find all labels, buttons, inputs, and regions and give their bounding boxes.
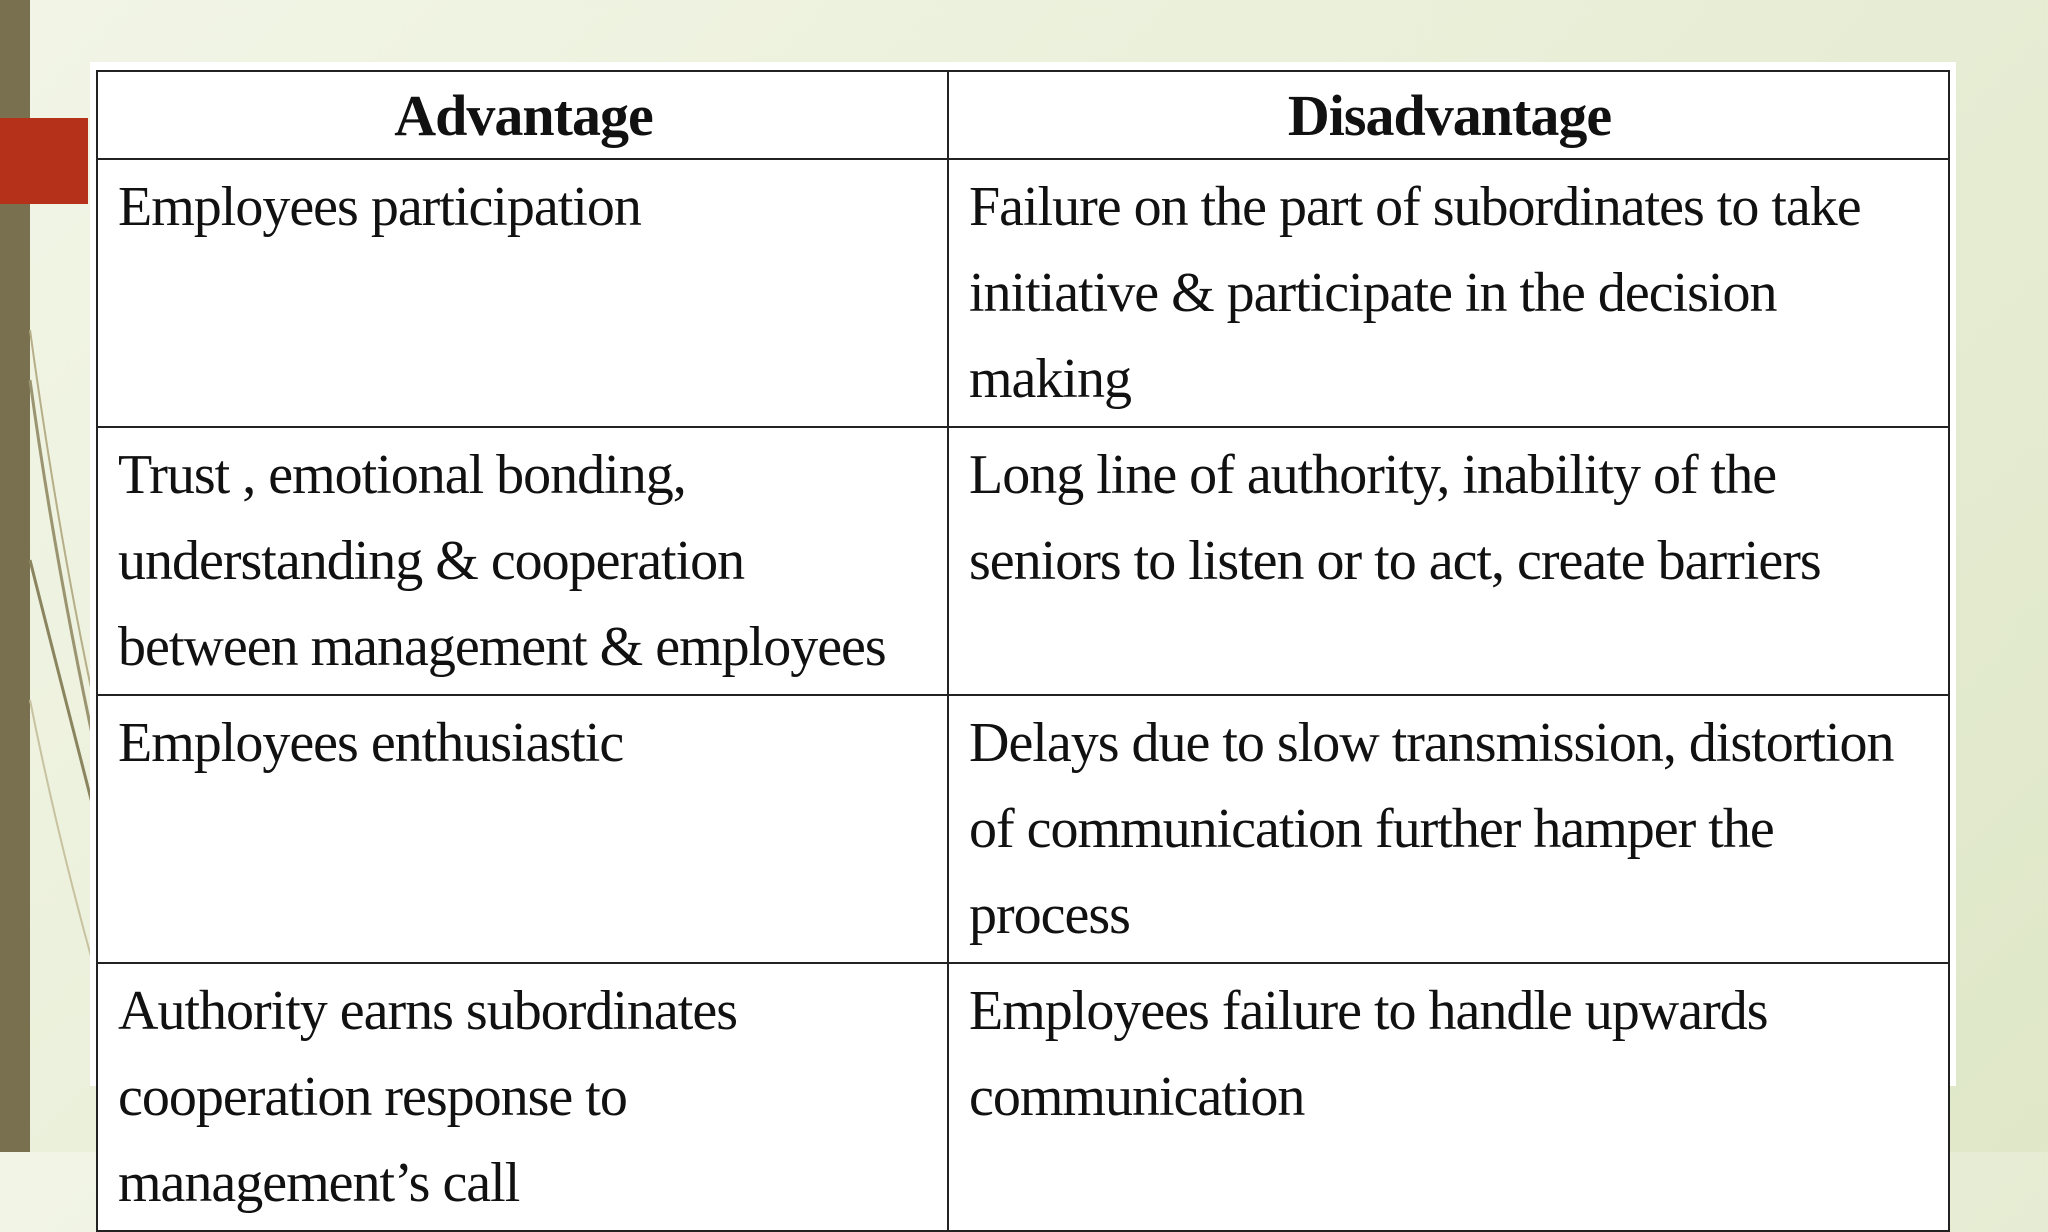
table-row [97, 427, 1949, 695]
advantage-cell: Authority earns subordinates cooperation response to management’s call [97, 963, 948, 1231]
table-header-row [97, 71, 1949, 159]
disadvantage-cell: Employees failure to handle upwards communication [948, 963, 1949, 1231]
disadvantage-cell: Failure on the part of subordinates to take initiative & participate in the decision making [948, 159, 1949, 427]
table-row [97, 695, 1949, 963]
header-advantage: Advantage [97, 71, 948, 159]
advantage-cell: Trust , emotional bonding, understanding & cooperation between management & employees [97, 427, 948, 695]
table-row [97, 963, 1949, 1231]
header-disadvantage: Disadvantage [948, 71, 1949, 159]
disadvantage-cell: Delays due to slow transmission, distortion of communication further hamper the process [948, 695, 1949, 963]
accent-block [0, 118, 88, 204]
disadvantage-cell: Long line of authority, inability of the seniors to listen or to act, create barriers [948, 427, 1949, 695]
table-row [97, 159, 1949, 427]
table-container [90, 62, 1956, 1214]
advantage-disadvantage-table [96, 70, 1950, 1232]
advantage-cell: Employees participation [97, 159, 948, 427]
advantage-cell: Employees enthusiastic [97, 695, 948, 963]
